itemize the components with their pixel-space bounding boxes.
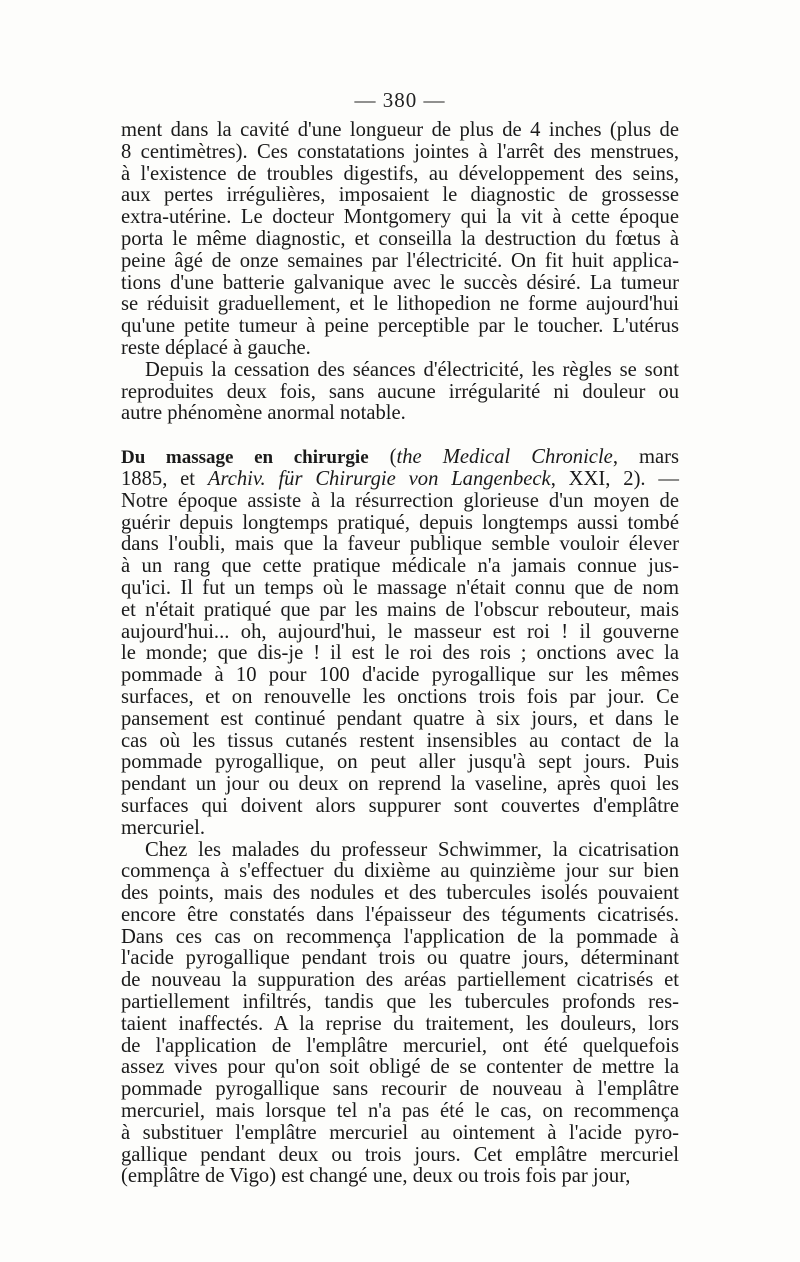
text-line: mercuriel, mais lorsque tel n'a pas été le cas, on recommença bbox=[121, 1100, 679, 1123]
text-line: encore être constatés dans l'épaisseur des téguments cicatrisés. bbox=[121, 903, 679, 926]
page-number: — 380 — bbox=[354, 88, 446, 112]
text-line: ment dans la cavité d'une longueur de plus de 4 inches (plus de bbox=[121, 119, 679, 141]
text-line: le monde; que dis-je ! il est le roi des rois ; onctions avec la bbox=[121, 642, 679, 665]
text-line: qu'une petite tumeur à peine perceptible par le toucher. L'utérus bbox=[121, 315, 679, 338]
text-line: Chez les malades du professeur Schwimmer, la cicatrisation bbox=[145, 838, 679, 861]
text-line: (emplâtre de Vigo) est changé une, deux ou trois fois par jour, bbox=[121, 1165, 631, 1188]
text-line: reste déplacé à gauche. bbox=[121, 336, 311, 359]
journal-year: 1885, et bbox=[121, 467, 208, 490]
journal-name-2: Archiv. für Chirurgie von Langenbeck bbox=[207, 467, 551, 490]
section-gap bbox=[121, 425, 679, 447]
section-heading-line-1 bbox=[121, 447, 679, 469]
text-line: dans l'oubli, mais que la faveur publique semble vouloir élever bbox=[121, 533, 679, 556]
text-line: partiellement infiltrés, tandis que les tubercules profonds res- bbox=[121, 991, 679, 1014]
text-line: des points, mais des nodules et des tubercules isolés pouvaient bbox=[121, 882, 679, 905]
text-line: cas où les tissus cutanés restent insensibles au contact de la bbox=[121, 729, 679, 752]
text-line: commença à s'effectuer du dixième au quinzième jour sur bien bbox=[121, 860, 679, 883]
text-line: et n'était pratiqué que par les mains de l'obscur rebouteur, mais bbox=[121, 598, 679, 621]
text-line: pommade pyrogallique sans recourir de nouveau à l'emplâtre bbox=[121, 1078, 679, 1101]
text-line: l'acide pyrogallique pendant trois ou quatre jours, déterminant bbox=[121, 947, 679, 970]
text-line: mercuriel. bbox=[121, 816, 206, 839]
paragraph-3 bbox=[121, 491, 679, 840]
text-line: porta le même diagnostic, et conseilla la destruction du fœtus à bbox=[121, 227, 679, 250]
text-line: Depuis la cessation des séances d'électricité, les règles se sont bbox=[145, 358, 679, 381]
text-line: à substituer l'emplâtre mercuriel au ointement à l'acide pyro- bbox=[121, 1121, 679, 1144]
paragraph-4 bbox=[121, 840, 679, 1189]
text-line: pansement est continué pendant quatre à six jours, et dans le bbox=[121, 707, 679, 730]
text-line: assez vives pour qu'on soit obligé de se contenter de mettre la bbox=[121, 1056, 679, 1079]
paragraph-1 bbox=[121, 120, 679, 360]
text-line: de l'application de l'emplâtre mercuriel, ont été quelquefois bbox=[121, 1034, 679, 1057]
journal-reference-2: , XXI, 2). — bbox=[550, 467, 679, 490]
text-line: extra-utérine. Le docteur Montgomery qui la vit à cette époque bbox=[121, 206, 679, 229]
text-line: aujourd'hui... oh, aujourd'hui, le masseur est roi ! il gouverne bbox=[121, 620, 679, 643]
text-line: surfaces qui doivent alors suppurer sont couvertes d'emplâtre bbox=[121, 794, 679, 817]
text-line: peine âgé de onze semaines par l'électricité. On fit huit applica- bbox=[121, 249, 679, 272]
text-line: gallique pendant deux ou trois jours. Cet emplâtre mercuriel bbox=[121, 1143, 679, 1166]
text-line: 8 centimètres). Ces constatations jointes à l'arrêt des menstrues, bbox=[121, 140, 679, 163]
section-open-paren: ( bbox=[368, 446, 397, 469]
text-line: pommade pyrogallique, on peut aller jusqu'à sept jours. Puis bbox=[121, 751, 679, 774]
text-line: pendant un jour ou deux on reprend la vaseline, après quoi les bbox=[121, 773, 679, 796]
text-line: Notre époque assiste à la résurrection glorieuse d'un moyen de bbox=[121, 489, 679, 512]
text-line: guérir depuis longtemps pratiqué, depuis longtemps aussi tombé bbox=[121, 511, 679, 534]
section-heading bbox=[121, 447, 679, 491]
journal-name-1: the Medical Chronicle bbox=[396, 446, 613, 469]
text-line: Dans ces cas on recommença l'application de la pommade à bbox=[121, 925, 679, 948]
text-line: aux pertes irrégulières, imposaient le diagnostic de grossesse bbox=[121, 184, 679, 207]
text-line: surfaces, et on renouvelle les onctions trois fois par jour. Ce bbox=[121, 685, 679, 708]
text-line: tions d'une batterie galvanique avec le succès désiré. La tumeur bbox=[121, 271, 679, 294]
section-title: Du massage en chirurgie bbox=[121, 447, 369, 469]
body-text bbox=[121, 120, 679, 1188]
section-heading-line-2 bbox=[121, 469, 679, 491]
text-line: pommade à 10 pour 100 d'acide pyrogallique sur les mêmes bbox=[121, 664, 679, 687]
text-line: qu'ici. Il fut un temps où le massage n'était connu que de nom bbox=[121, 576, 679, 599]
text-line: reproduites deux fois, sans aucune irrégularité ni douleur ou bbox=[121, 380, 679, 403]
journal-date-1: , mars bbox=[612, 446, 680, 469]
text-line: à un rang que cette pratique médicale n'a jamais connue jus- bbox=[121, 555, 679, 578]
text-line: à l'existence de troubles digestifs, au développement des seins, bbox=[121, 162, 679, 185]
text-line: autre phénomène anormal notable. bbox=[121, 402, 406, 425]
text-line: se réduisit graduellement, et le lithopedion ne forme aujourd'hui bbox=[121, 293, 679, 316]
text-line: de nouveau la suppuration des aréas partiellement cicatrisés et bbox=[121, 969, 679, 992]
paragraph-2 bbox=[121, 360, 679, 425]
text-line: taient inaffectés. A la reprise du traitement, les douleurs, lors bbox=[121, 1012, 679, 1035]
